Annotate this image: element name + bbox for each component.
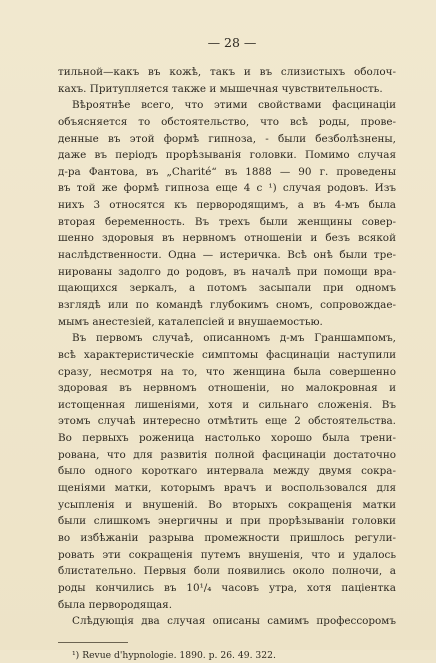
text-line: даже въ періодъ прорѣзыванія головки. Помимо случая [58, 149, 396, 162]
text-line: объясняется то обстоятельство, что всѣ роды, прове- [58, 115, 396, 128]
text-line: нированы задолго до родовъ, въ началѣ при помощи вра- [58, 265, 396, 278]
text-line: блистательно. Первыя боли появились около полночи, а [58, 565, 396, 578]
text-line: роды кончились въ 10¹/₄ часовъ утра, хотя паціентка [58, 581, 396, 594]
text-line: нихъ 3 относятся къ первородящимъ, а въ 4-мъ была [58, 199, 396, 212]
text-line: усыпленія и внушеній. Во вторыхъ сокращенія матки [58, 498, 396, 511]
text-line: во избѣжаніи разрыва промежности пришлось регули- [58, 531, 396, 544]
text-line: наслѣдственности. Одна — истеричка. Всѣ онѣ были тре- [58, 249, 396, 262]
text-line: Въ первомъ случаѣ, описанномъ д-мъ Граншампомъ, [72, 332, 396, 345]
text-line: Слѣдующія два случая описаны самимъ профессоромъ [72, 615, 396, 628]
text-line: д-ра Фантова, въ „Charité“ въ 1888 — 90 г. проведены [58, 165, 396, 178]
body-text [58, 64, 396, 630]
footnote: ¹) Revue d'hypnologie. 1890. p. 26. 49. 322. [72, 649, 276, 661]
text-line: были слишкомъ энергичны и при прорѣзываніи головки [58, 515, 396, 528]
text-line: щающихся зеркалъ, а потомъ засыпали при одномъ [58, 282, 396, 295]
text-line: взглядѣ или по командѣ глубокимъ сномъ, сопровождае- [58, 298, 396, 311]
text-line: Вѣроятнѣе всего, что этими свойствами фасцинаціи [72, 99, 396, 112]
text-line: вторая беременность. Въ трехъ были женщины совер- [58, 215, 396, 228]
text-line: всѣ характеристическіе симптомы фасцинаціи наступили [58, 348, 396, 361]
text-line: было одного короткаго интервала между двумя сокра- [58, 465, 396, 478]
text-line: въ той же формѣ гипноза еще 4 с ¹) случая родовъ. Изъ [58, 182, 396, 195]
text-line: тильной—какъ въ кожѣ, такъ и въ слизистыхъ оболоч- [58, 66, 396, 78]
text-line: щеніями матки, которымъ врачъ и воспользовался для [58, 482, 396, 495]
text-line: шенно здоровыя въ нервномъ отношеніи и безъ всякой [58, 232, 396, 245]
text-line: этомъ случаѣ интересно отмѣтить еще 2 обстоятельства. [58, 415, 396, 428]
text-line: мымъ анестезіей, каталепсіей и внушаемостью. [58, 315, 323, 328]
text-line: была первородящая. [58, 598, 173, 611]
page-number: — 28 — [207, 35, 257, 50]
text-line: Во первыхъ роженица настолько хорошо была трени- [58, 432, 396, 445]
text-line: рована, что для развитія полной фасцинаціи достаточно [58, 448, 396, 461]
text-line: здоровая въ нервномъ отношеніи, но малокровная и [58, 382, 396, 395]
text-line: кахъ. Притупляется также и мышечная чувствительность. [58, 82, 383, 95]
footnote-divider [58, 642, 128, 643]
text-line: сразу, несмотря на то, что женщина была совершенно [58, 365, 396, 378]
text-line: ровать эти сокращенія путемъ внушенія, что и удалось [58, 548, 396, 561]
text-line: денные въ этой формѣ гипноза, - были безболѣзнены, [58, 132, 396, 145]
text-line: истощенная лишеніями, хотя и сильнаго сложенія. Въ [58, 398, 396, 411]
